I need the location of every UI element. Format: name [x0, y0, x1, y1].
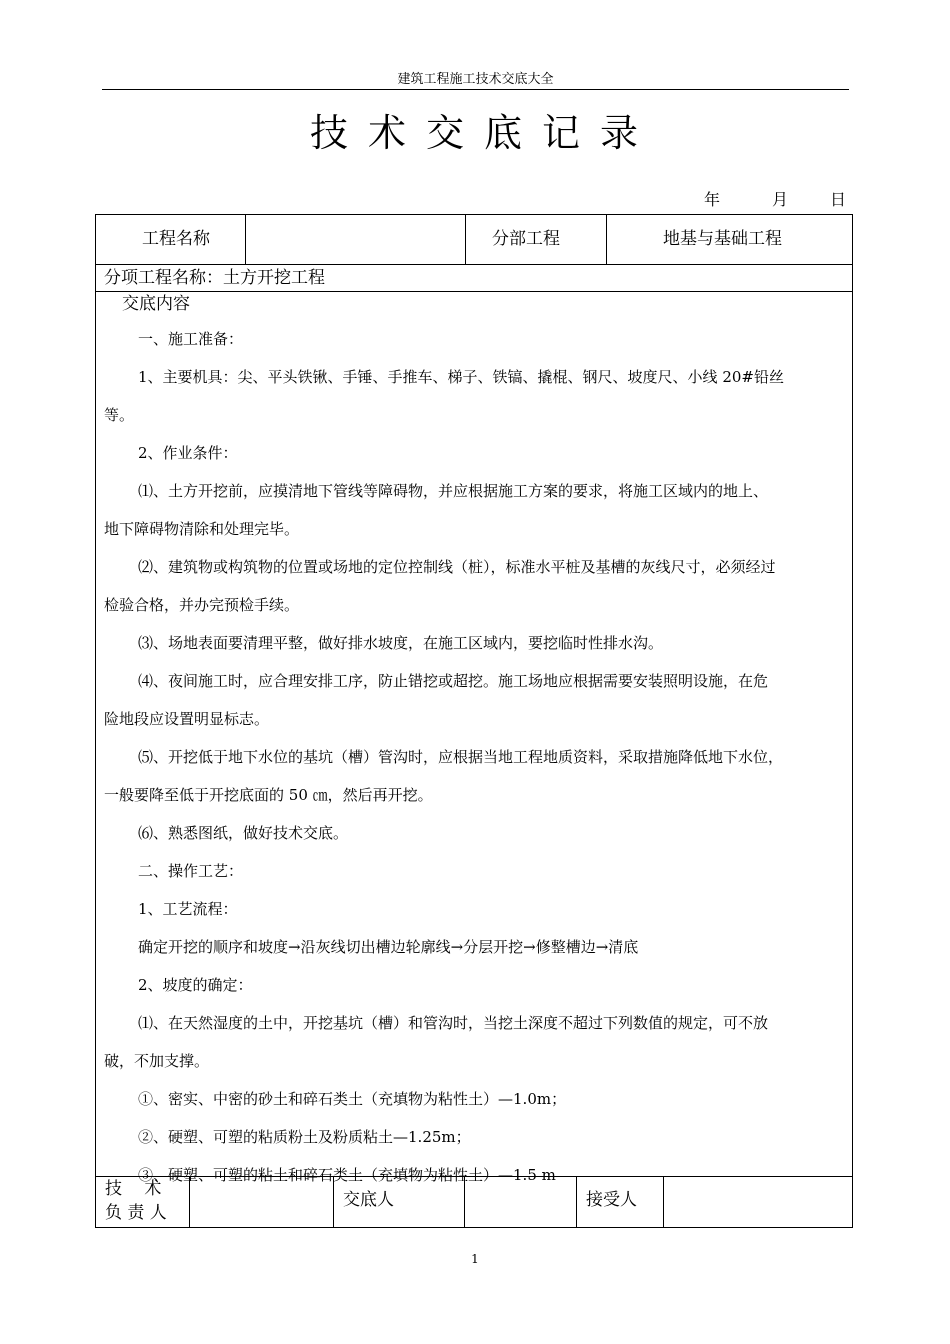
project-name-label: 工程名称: [142, 229, 210, 249]
page-number: 1: [471, 1252, 479, 1266]
tech-lead-signature-field[interactable]: [190, 1177, 333, 1227]
division-label: 分部工程: [492, 229, 560, 249]
content-line: ①、密实、中密的砂土和碎石类土（充填物为粘性土）—1.0m；: [138, 1090, 567, 1108]
date-year-label: 年: [704, 190, 721, 209]
subitem-value: 土方开挖工程: [223, 268, 325, 288]
content-line: 2、作业条件：: [138, 444, 238, 462]
header-divider: [102, 89, 849, 90]
content-line: 二、操作工艺：: [138, 862, 244, 880]
subitem-row: [104, 265, 804, 291]
content-line: 一、施工准备：: [138, 330, 244, 348]
content-line: ⑶、场地表面要清理平整，做好排水坡度，在施工区域内，要挖临时性排水沟。: [138, 634, 664, 652]
tech-lead-label-line1: 技 术: [105, 1179, 162, 1199]
content-line: 确定开挖的顺序和坡度→沿灰线切出槽边轮廓线→分层开挖→修整槽边→清底: [138, 938, 639, 956]
tech-lead-label-line2: 负 责 人: [105, 1203, 167, 1223]
content-line: 险地段应设置明显标志。: [104, 710, 270, 728]
receiver-label: 接受人: [586, 1190, 637, 1210]
document-title: 技术交底记录: [309, 111, 658, 155]
content-heading: 交底内容: [122, 294, 190, 314]
content-line: ⑸、开挖低于地下水位的基坑（槽）管沟时，应根据当地工程地质资料，采取措施降低地下水位，: [138, 748, 784, 766]
content-body: [104, 320, 846, 1194]
project-name-field[interactable]: [246, 214, 465, 264]
content-line: ⑴、土方开挖前，应摸清地下管线等障碍物，并应根据施工方案的要求，将施工区域内的地上、: [138, 482, 769, 500]
content-line: ③、硬塑、可塑的粘土和碎石类土（充填物为粘性土）—1.5 m: [138, 1166, 556, 1184]
content-line: 1、工艺流程：: [138, 900, 238, 918]
content-line: ⑵、建筑物或构筑物的位置或场地的定位控制线（桩），标准水平桩及基槽的灰线尺寸，必须经过: [138, 558, 776, 576]
content-line: ⑷、夜间施工时，应合理安排工序，防止错挖或超挖。施工场地应根据需要安装照明设施，在危: [138, 672, 769, 690]
content-line: 破，不加支撑。: [104, 1052, 210, 1070]
content-line: ⑹、熟悉图纸，做好技术交底。: [138, 824, 349, 842]
content-line: ②、硬塑、可塑的粘质粉土及粉质粘土—1.25m；: [138, 1128, 471, 1146]
content-line: 1、主要机具：尖、平头铁锹、手锤、手推车、梯子、铁镐、撬棍、钢尺、坡度尺、小线 20#铅丝: [138, 368, 784, 386]
receiver-signature-field[interactable]: [664, 1177, 852, 1227]
content-line: ⑴、在天然湿度的土中，开挖基坑（槽）和管沟时，当挖土深度不超过下列数值的规定，可不放: [138, 1014, 769, 1032]
content-line: 等。: [104, 406, 135, 424]
division-value: 地基与基础工程: [663, 229, 782, 249]
content-line: 地下障碍物清除和处理完毕。: [104, 520, 300, 538]
date-month-label: 月: [772, 190, 789, 209]
content-line: 2、坡度的确定：: [138, 976, 253, 994]
date-line: [704, 190, 849, 210]
running-header: 建筑工程施工技术交底大全: [397, 72, 554, 87]
content-line: 检验合格，并办完预检手续。: [104, 596, 300, 614]
discloser-label: 交底人: [343, 1190, 394, 1210]
subitem-label: 分项工程名称：: [104, 268, 223, 288]
date-day-label: 日: [830, 190, 847, 209]
discloser-signature-field[interactable]: [465, 1177, 576, 1227]
content-line: 一般要降至低于开挖底面的 50 ㎝，然后再开挖。: [104, 786, 433, 804]
